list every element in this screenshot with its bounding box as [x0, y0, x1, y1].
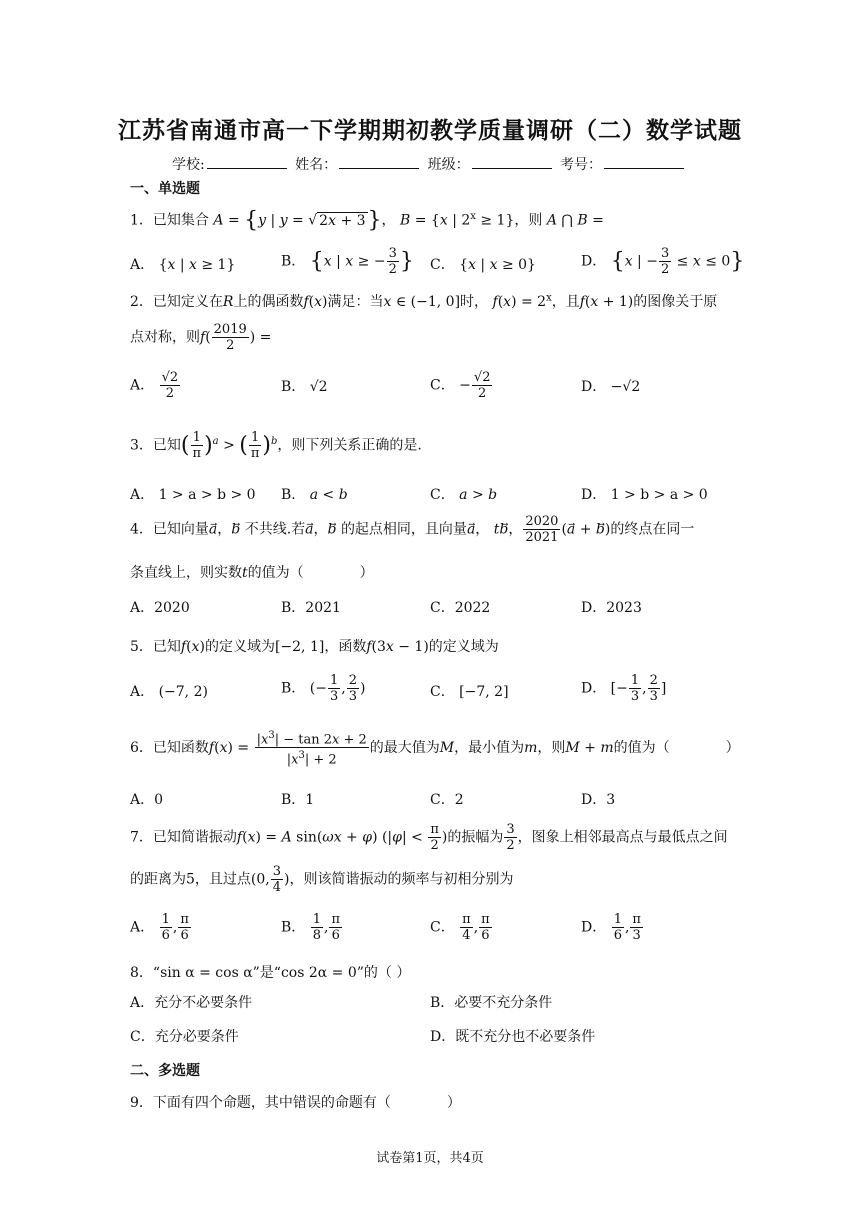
class-blank[interactable] [472, 156, 552, 169]
q5-option-a[interactable]: A． (−7, 2) [130, 684, 208, 700]
name-blank[interactable] [339, 156, 419, 169]
q5-option-b[interactable]: B． (− $\frac{1}{3}$ , $\frac{2}{3}$ ) [281, 673, 366, 704]
q2-option-b[interactable]: B． √2 [281, 379, 328, 395]
q8-option-a[interactable]: A．充分不必要条件 [130, 995, 253, 1011]
student-info-line [0, 154, 860, 174]
q8-option-b[interactable]: B．必要不充分条件 [430, 995, 553, 1011]
question-6: 6．已知函数f(x) = $\frac{|x^3| - \tan 2x + 2}{|x^3| + 2}$ 的最大值为M，最小值为m，则M + m的值为（ ） [130, 730, 740, 768]
question-4: 4．已知向量a⃗，b⃗ 不共线.若a⃗，b⃗ 的起点相同，且向量a⃗， tb⃗， $\frac{2020}{2021}$ (a⃗ + b⃗)的终点在同一 [130, 514, 695, 545]
q7-option-a[interactable]: A． $\frac{1}{6}$ , $\frac{\pi}{6}$ [130, 912, 189, 943]
exam-no-blank[interactable] [604, 156, 684, 169]
q2-option-d[interactable]: D． −√2 [581, 379, 641, 395]
q7-option-d[interactable]: D． $\frac{1}{6}$ , $\frac{\pi}{3}$ [581, 912, 641, 943]
page-title: 江苏省南通市高一下学期期初教学质量调研（二）数学试题 [118, 118, 742, 144]
q1-option-d[interactable]: D． {x | − $\frac{3}{2}$ ≤ x ≤ 0} [581, 246, 745, 277]
q6-option-d[interactable]: D．3 [581, 792, 616, 808]
q1-option-b[interactable]: B． {x | x ≥ − $\frac{3}{2}$ } [281, 246, 414, 277]
q6-option-c[interactable]: C．2 [430, 792, 464, 808]
q4-option-b[interactable]: B．2021 [281, 600, 341, 616]
section-multi-choice: 二、多选题 [130, 1063, 200, 1079]
q6-option-b[interactable]: B．1 [281, 792, 315, 808]
page-footer: 试卷第1页，共4页 [376, 1151, 484, 1166]
q6-option-a[interactable]: A．0 [130, 792, 164, 808]
question-2: 2．已知定义在R上的偶函数f(x)满足：当x ∈ (−1, 0]时， $f(x) = 2^x$，且f(x + 1)的图像关于原 [130, 292, 718, 310]
q3-option-a[interactable]: A． 1 > a > b > 0 [130, 487, 256, 503]
question-2-line-2: 点对称，则f( $\frac{2019}{2}$ ) = [130, 322, 272, 353]
q1-option-c[interactable]: C． {x | x ≥ 0} [430, 257, 536, 273]
name-label: 姓名： [295, 157, 338, 173]
q3-option-b[interactable]: B． a < b [281, 487, 348, 503]
q5-option-c[interactable]: C． [−7, 2] [430, 684, 509, 700]
q2-option-c[interactable]: C． − $\frac{√2}{2}$ [430, 370, 491, 401]
question-7-line-2: 的距离为5，且过点(0, $\frac{3}{4}$ )，则该简谐振动的频率与初相分别为 [130, 864, 514, 895]
q4-option-d[interactable]: D．2023 [581, 600, 642, 616]
class-label: 班级： [427, 157, 470, 173]
question-5: 5．已知f(x)的定义域为[−2, 1]，函数f(3x − 1)的定义域为 [130, 639, 499, 655]
question-9: 9．下面有四个命题，其中错误的命题有（ ） [130, 1095, 461, 1111]
q8-option-c[interactable]: C．充分必要条件 [130, 1029, 239, 1045]
q3-option-c[interactable]: C． a > b [430, 487, 498, 503]
section-single-choice: 一、单选题 [130, 181, 200, 197]
question-1: 1．已知集合 A = {y | y = √ 2x + 3}， B = {x | $2^x \ge 1$}，则 A ⋂ B = [130, 208, 604, 233]
q8-option-d[interactable]: D．既不充分也不必要条件 [430, 1029, 596, 1045]
exam-no-label: 考号： [560, 157, 603, 173]
q5-option-d[interactable]: D． [− $\frac{1}{3}$ , $\frac{2}{3}$ ] [581, 673, 667, 704]
q7-option-c[interactable]: C． $\frac{\pi}{4}$ , $\frac{\pi}{6}$ [430, 912, 490, 943]
q1-option-a[interactable]: A． {x | x ≥ 1} [130, 257, 236, 273]
q4-option-a[interactable]: A．2020 [130, 600, 190, 616]
q3-option-d[interactable]: D． 1 > b > a > 0 [581, 487, 708, 503]
question-7: 7．已知简谐振动f(x) = A sin(ωx + φ) (|φ| < $\frac{\pi}{2}$ )的振幅为 $\frac{3}{2}$ ，图象上相邻最高点与最低点之间 [130, 822, 728, 853]
q7-option-b[interactable]: B． $\frac{1}{8}$ , $\frac{\pi}{6}$ [281, 912, 341, 943]
school-label: 学校: [171, 157, 205, 173]
school-blank[interactable] [207, 156, 287, 169]
question-4-line-2: 条直线上，则实数t的值为（ ） [130, 565, 374, 581]
q4-option-c[interactable]: C．2022 [430, 600, 491, 616]
q2-option-a[interactable]: A． $\frac{√2}{2}$ [130, 370, 179, 401]
question-3: 3．已知( $\frac{1}{\pi}$ )$^a$ > ( $\frac{1}{\pi}$ )$^b$，则下列关系正确的是. [130, 430, 422, 461]
question-8: 8．“sin α = cos α”是“cos 2α = 0”的（ ） [130, 965, 411, 981]
